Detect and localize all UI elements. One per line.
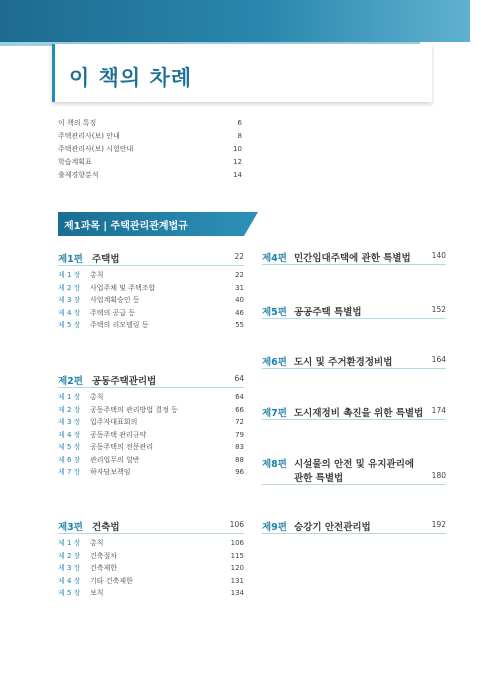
part-heading[interactable] [262,353,446,369]
chapter-page: 31 [235,283,244,292]
chapter-title: 주택의 리모델링 등 [90,321,149,329]
intro-item[interactable] [58,130,242,143]
part-page: 106 [229,520,244,529]
chapter-number: 제 2 장 [58,405,81,414]
chapter-number: 제 3 장 [58,564,81,572]
chapter-page: 66 [235,405,244,414]
part-4 [262,249,446,265]
chapter-item[interactable] [58,466,244,479]
part-8 [262,455,446,485]
chapter-number: 제 1 장 [58,539,81,547]
part-title: 승강기 안전관리법 [294,522,371,533]
chapter-number: 제 5 장 [58,589,81,597]
part-page: 164 [431,355,446,364]
part-5 [262,303,446,319]
intro-label: 주택관리사(보) 안내 [58,132,120,140]
part-title: 도시 및 주거환경정비법 [294,357,393,368]
part-page: 192 [431,520,446,529]
part-title-line2: 관한 특별법 [294,473,344,484]
chapter-title: 사업계획승인 등 [90,296,140,304]
chapter-number: 제 4 장 [58,308,81,317]
chapter-title: 건축제한 [90,564,118,572]
chapter-page: 72 [235,418,244,426]
chapter-page: 79 [235,430,244,439]
chapter-item[interactable] [58,282,244,295]
chapter-number: 제 6 장 [58,455,81,464]
part-page: 64 [234,374,244,383]
chapter-number: 제 7 장 [58,468,81,476]
chapter-number: 제 2 장 [58,283,81,292]
page-title: 이 책의 차례 [69,66,193,90]
intro-item[interactable] [58,143,242,156]
chapter-number: 제 3 장 [58,418,81,426]
part-heading[interactable] [58,372,244,388]
chapter-title: 공동주택의 관리방법 결정 등 [90,405,178,414]
part-number: 제9편 [262,522,287,533]
intro-label: 이 책의 특징 [58,119,97,127]
chapter-item[interactable] [58,537,244,550]
subject-banner-label: 제1과목 | 주택관리관계법규 [64,221,188,232]
chapter-title: 사업주체 및 주택조합 [90,283,156,292]
part-6 [262,353,446,369]
part-9 [262,518,446,534]
chapter-page: 134 [230,589,244,597]
intro-page: 14 [233,171,242,179]
chapter-item[interactable] [58,307,244,320]
chapter-page: 46 [235,308,244,317]
header-stripe [0,0,470,42]
chapter-page: 131 [230,576,244,585]
part-title: 건축법 [92,522,120,533]
chapter-number: 제 1 장 [58,271,81,279]
chapter-title: 공동주택의 전문관리 [90,443,154,451]
chapter-number: 제 2 장 [58,551,81,560]
chapter-item[interactable] [58,441,244,454]
part-page: 174 [431,406,446,415]
part-number: 제4편 [262,253,287,264]
part-number: 제8편 [262,459,287,470]
chapter-page: 115 [230,551,244,560]
chapter-title: 하자담보책임 [90,468,131,476]
part-1 [58,250,244,332]
chapter-item[interactable] [58,294,244,307]
chapter-page: 22 [235,271,244,279]
chapter-number: 제 5 장 [58,443,81,451]
chapter-item[interactable] [58,562,244,575]
chapter-title: 보칙 [90,589,104,597]
chapter-item[interactable] [58,319,244,332]
chapter-item[interactable] [58,550,244,563]
chapter-page: 88 [235,455,244,464]
part-heading[interactable] [262,455,446,485]
chapter-page: 106 [230,539,244,547]
part-page: 152 [431,305,446,314]
part-title: 공동주택관리법 [92,376,157,387]
chapter-item[interactable] [58,575,244,588]
chapter-title: 기타 건축제한 [90,576,133,585]
chapter-number: 제 5 장 [58,321,81,329]
part-heading[interactable] [262,303,446,319]
chapter-item[interactable] [58,416,244,429]
part-title: 민간임대주택에 관한 특별법 [294,253,411,264]
part-title: 시설물의 안전 및 유지관리에 [294,459,415,470]
chapter-page: 64 [235,393,244,401]
chapter-item[interactable] [58,429,244,442]
chapter-item[interactable] [58,454,244,467]
chapter-number: 제 1 장 [58,393,81,401]
chapter-page: 55 [235,321,244,329]
chapter-title: 총칙 [90,271,104,279]
chapter-page: 83 [235,443,244,451]
chapter-number: 제 4 장 [58,576,81,585]
chapter-item[interactable] [58,391,244,404]
intro-page: 12 [233,158,242,166]
chapter-title: 입주자대표회의 [90,418,138,426]
part-heading[interactable] [262,249,446,265]
part-number: 제1편 [58,254,83,265]
part-title: 공공주택 특별법 [294,307,362,318]
part-number: 제3편 [58,522,83,533]
part-page: 22 [234,252,244,261]
part-number: 제6편 [262,357,287,368]
title-box [52,44,432,102]
intro-item[interactable] [58,156,242,169]
chapter-title: 건축절차 [90,551,118,560]
intro-label: 주택관리사(보) 시험안내 [58,145,134,153]
part-number: 제2편 [58,376,83,387]
part-heading[interactable] [262,404,446,420]
chapter-title: 주택의 공급 등 [90,308,136,317]
chapter-number: 제 4 장 [58,430,81,439]
chapter-title: 총칙 [90,539,104,547]
intro-list [58,117,242,182]
chapter-item[interactable] [58,404,244,417]
chapter-page: 120 [230,564,244,572]
chapter-title: 관리업무의 일반 [90,455,140,464]
intro-label: 출제경향분석 [58,171,99,179]
part-title: 주택법 [92,254,120,265]
intro-page: 6 [237,119,242,127]
part-2 [58,372,244,479]
part-page: 180 [431,471,446,480]
intro-page: 8 [237,132,242,140]
part-7 [262,404,446,420]
part-page: 140 [431,251,446,260]
intro-label: 학습계획표 [58,158,92,166]
chapter-title: 총칙 [90,393,104,401]
intro-page: 10 [233,145,242,153]
part-heading[interactable] [58,250,244,266]
subject-banner [58,212,244,236]
chapter-page: 40 [235,296,244,304]
chapter-title: 공동주택 관리규약 [90,430,147,439]
chapter-number: 제 3 장 [58,296,81,304]
part-number: 제7편 [262,408,287,419]
chapter-item[interactable] [58,269,244,282]
intro-item[interactable] [58,117,242,130]
part-title: 도시재정비 촉진을 위한 특별법 [294,408,424,419]
chapter-item[interactable] [58,587,244,600]
part-3 [58,518,244,600]
part-heading[interactable] [58,518,244,534]
part-number: 제5편 [262,307,287,318]
chapter-page: 96 [235,468,244,476]
part-heading[interactable] [262,518,446,534]
intro-item[interactable] [58,169,242,182]
